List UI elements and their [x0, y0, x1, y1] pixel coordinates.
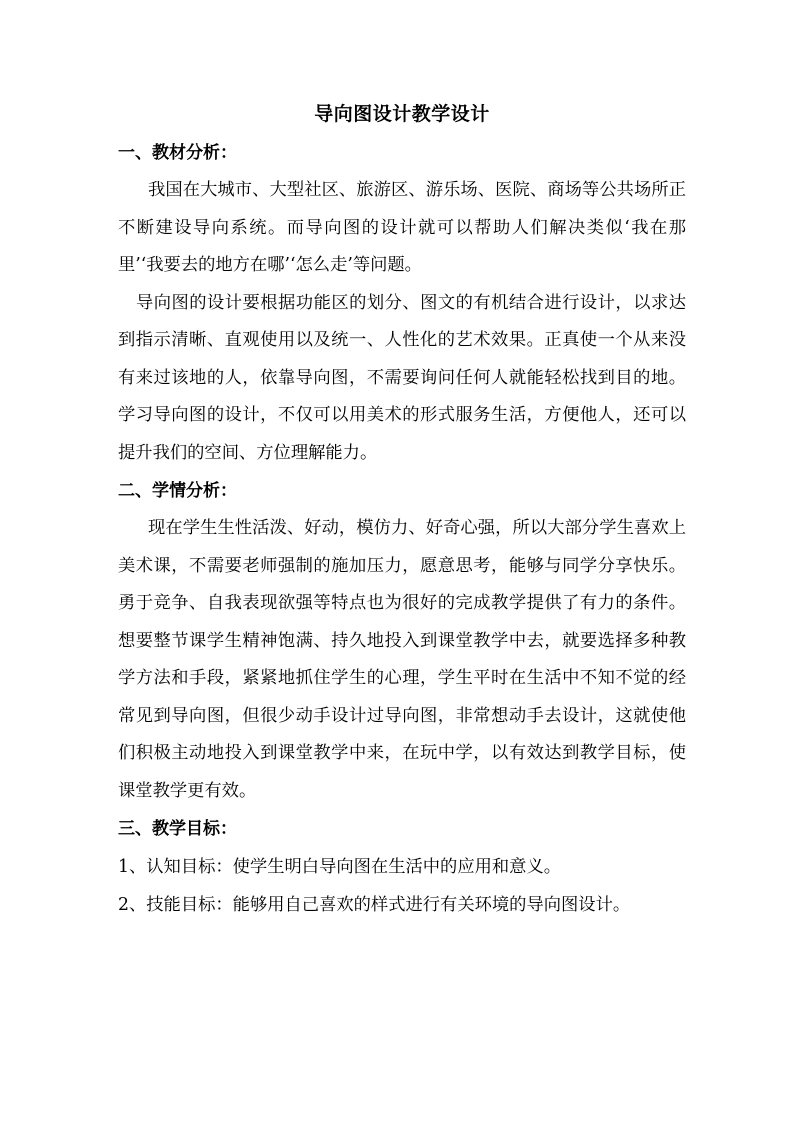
paragraph: 我国在大城市、大型社区、旅游区、游乐场、医院、商场等公共场所正不断建设导向系统。而导向图的设计就可以帮助人们解决类似‘我在那里’‘我要去的地方在哪’‘怎么走’等问题。 — [118, 180, 686, 275]
section-teaching-goals — [118, 810, 686, 924]
document-page — [118, 96, 686, 924]
goal-item: 2、技能目标：能够用自己喜欢的样式进行有关环境的导向图设计。 — [118, 895, 631, 915]
section-heading: 三、教学目标： — [118, 819, 237, 839]
goal-item: 1、认知目标：使学生明白导向图在生活中的应用和意义。 — [118, 857, 562, 877]
section-student-analysis — [118, 472, 686, 810]
section-heading: 一、教材分析： — [118, 143, 237, 163]
paragraph: 现在学生生性活泼、好动，模仿力、好奇心强，所以大部分学生喜欢上美术课，不需要老师强制的施加压力，愿意思考，能够与同学分享快乐。勇于竞争、自我表现欲强等特点也为很好的完成教学提供了有力的条件。想要整节课学生精神饱满、持久地投入到课堂教学中去，就要选择多种教学方法和手段，紧紧地抓住学生的心理，学生平时在生活中不知不觉的经常见到导向图，但很少动手设计过导向图，非常想动手去设计，这就使他们积极主动地投入到课堂教学中来，在玩中学，以有效达到教学目标，使课堂教学更有效。 — [118, 518, 686, 801]
paragraph: 导向图的设计要根据功能区的划分、图文的有机结合进行设计，以求达到指示清晰、直观使用以及统一、人性化的艺术效果。正真使一个从来没有来过该地的人，依靠导向图，不需要询问任何人就能轻松找到目的地。学习导向图的设计，不仅可以用美术的形式服务生活，方便他人，还可以提升我们的空间、方位理解能力。 — [118, 292, 686, 463]
section-heading: 二、学情分析： — [118, 481, 237, 501]
document-title: 导向图设计教学设计 — [314, 103, 490, 125]
section-textbook-analysis — [118, 134, 686, 472]
